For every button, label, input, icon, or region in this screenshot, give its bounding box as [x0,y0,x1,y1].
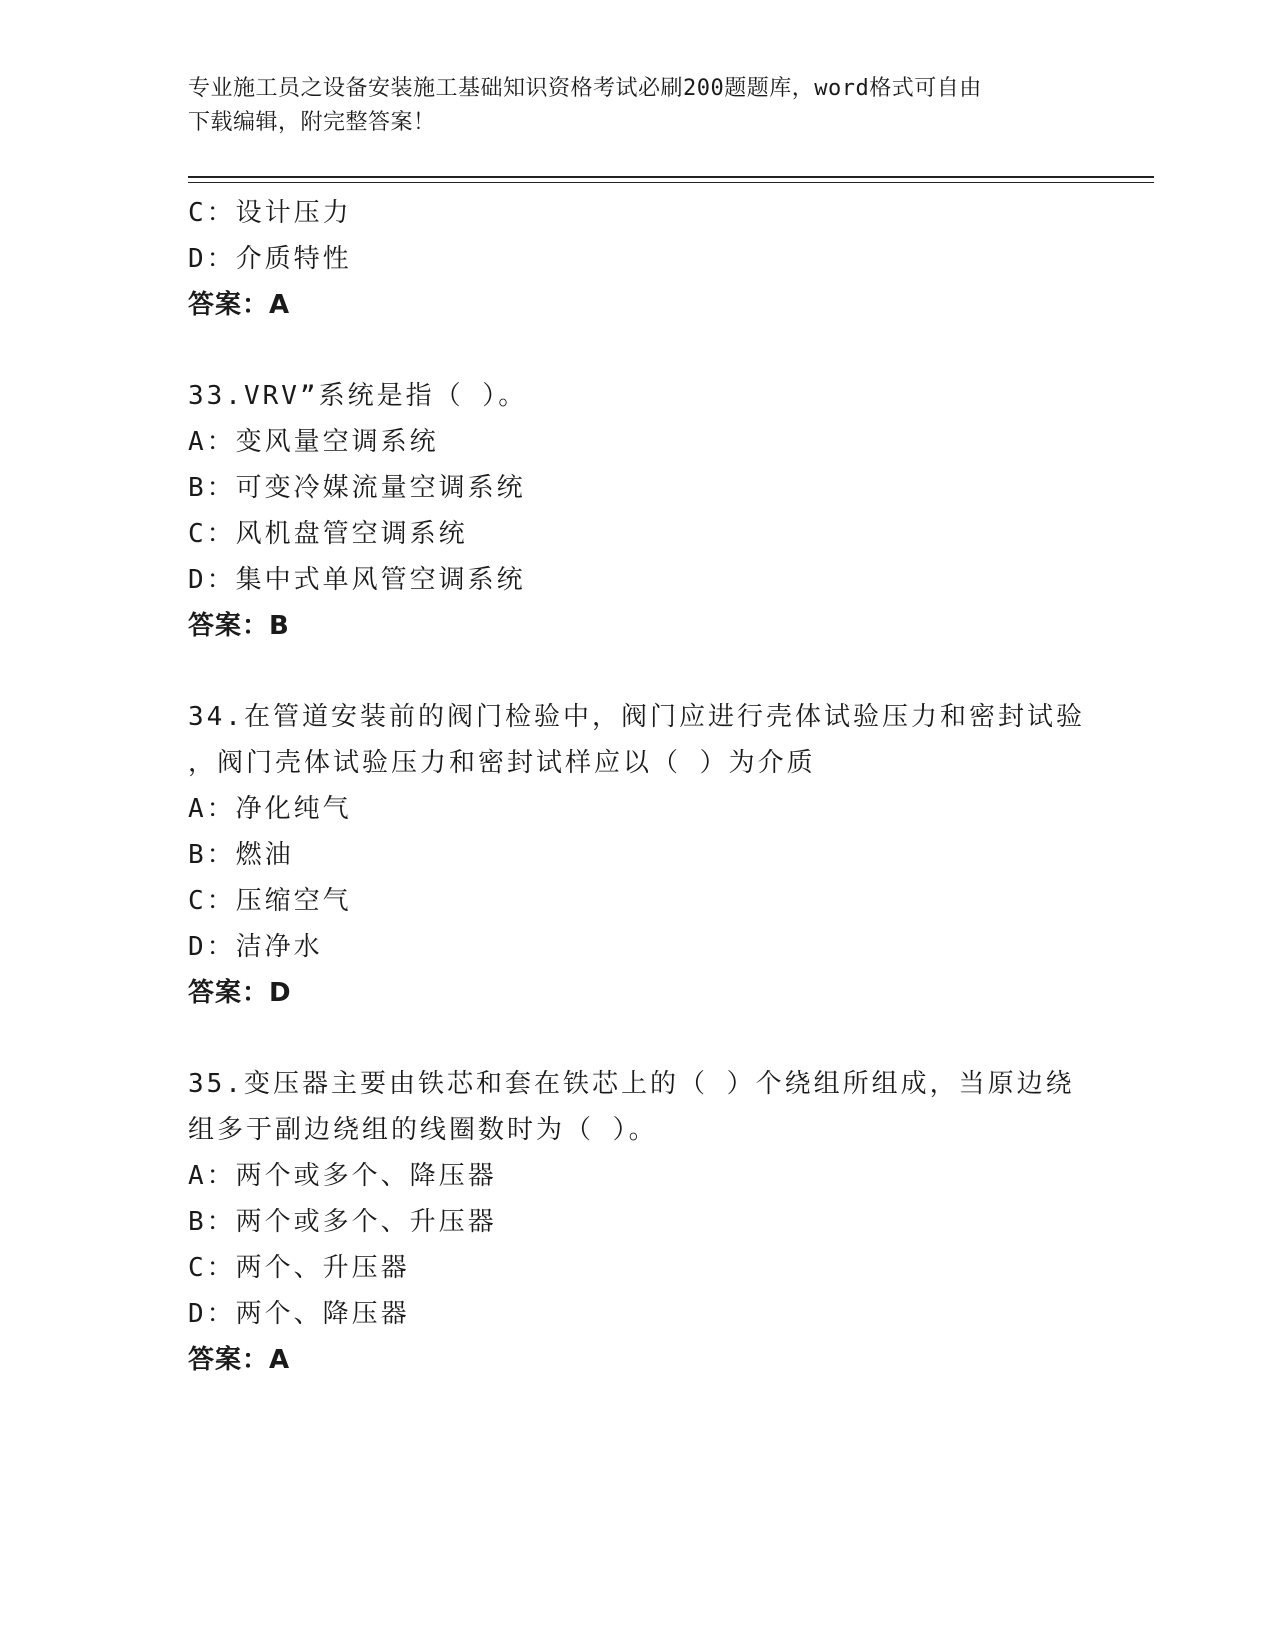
option-d: D：两个、降压器 [188,1299,410,1329]
option-d: D：洁净水 [188,932,323,962]
option-a: A：净化纯气 [188,794,352,824]
question-32-continued [188,190,1088,328]
question-list [188,190,1088,1383]
option-b: B：两个或多个、升压器 [188,1207,497,1237]
answer-line: 答案：D [188,978,292,1008]
question-text: 34.在管道安装前的阀门检验中，阀门应进行壳体试验压力和密封试验 [188,702,1085,732]
option-d: D：介质特性 [188,244,352,274]
question-text-continued: 组多于副边绕组的线圈数时为（ ）。 [188,1115,658,1145]
answer-line: 答案：A [188,1345,291,1375]
option-c: C：设计压力 [188,198,352,228]
header-divider-thin [188,182,1154,183]
option-a: A：变风量空调系统 [188,427,439,457]
question-34 [188,694,1088,1016]
option-d: D：集中式单风管空调系统 [188,565,526,595]
option-c: C：压缩空气 [188,886,352,916]
spacer [188,649,1088,694]
spacer [188,1016,1088,1061]
question-33 [188,373,1088,649]
header-line-1: 专业施工员之设备安装施工基础知识资格考试必刷200题题库，word格式可自由 [188,76,982,101]
option-c: C：两个、升压器 [188,1253,410,1283]
option-b: B：燃油 [188,840,294,870]
question-text-continued: ，阀门壳体试验压力和密封试样应以（ ）为介质 [188,748,816,778]
document-header [188,72,1088,140]
question-35 [188,1061,1088,1383]
answer-line: 答案：A [188,290,291,320]
spacer [188,328,1088,373]
header-line-2: 下载编辑，附完整答案！ [188,110,436,135]
header-divider-thick [188,176,1154,178]
answer-line: 答案：B [188,611,290,641]
option-c: C：风机盘管空调系统 [188,519,468,549]
option-a: A：两个或多个、降压器 [188,1161,497,1191]
question-text: 33.VRV”系统是指（ ）。 [188,381,528,411]
question-text: 35.变压器主要由铁芯和套在铁芯上的（ ）个绕组所组成，当原边绕 [188,1069,1075,1099]
option-b: B：可变冷媒流量空调系统 [188,473,526,503]
